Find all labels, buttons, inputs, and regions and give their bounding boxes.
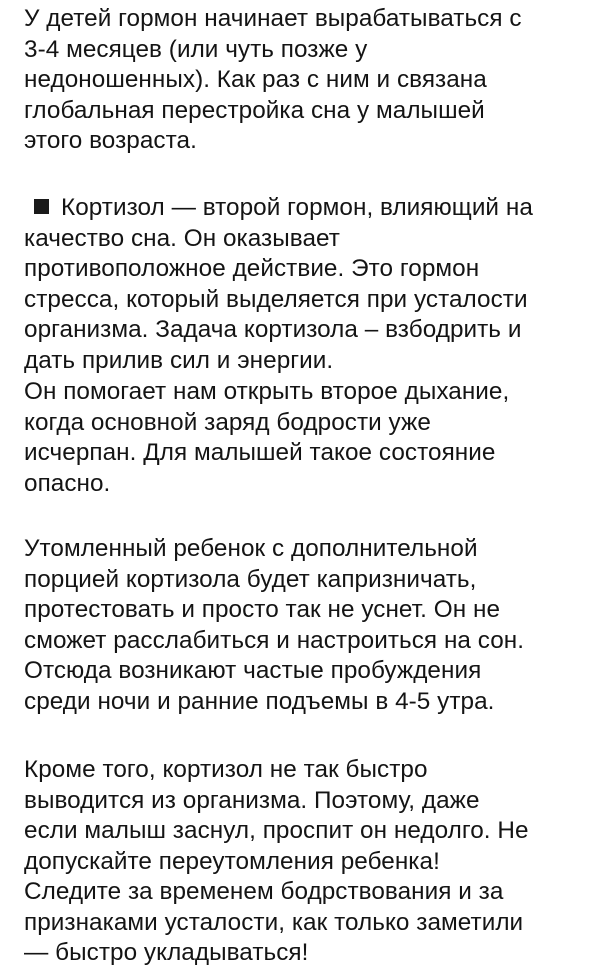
text-line: порцией кортизола будет капризничать, xyxy=(24,565,477,593)
text-line-with-bullet xyxy=(24,193,533,224)
text-line: противоположное действие. Это гормон xyxy=(24,255,480,282)
text-line: недоношенных). Как раз с ним и связана xyxy=(24,66,487,93)
black-square-bullet-icon xyxy=(34,199,49,214)
text-line: среди ночи и ранние подъемы в 4-5 утра. xyxy=(24,687,495,715)
text-line: Отсюда возникают частые пробуждения xyxy=(24,657,482,684)
text-line: Кроме того, кортизол не так быстро xyxy=(24,756,428,783)
text-line: — быстро укладываться! xyxy=(24,939,309,966)
text-line: этого возраста. xyxy=(24,127,197,154)
paragraph-advice xyxy=(24,755,529,969)
text-line: сможет расслабиться и настроиться на сон. xyxy=(24,626,525,654)
text-line: дать прилив сил и энергии. xyxy=(24,346,334,374)
text-line: Следите за временем бодрствования и за xyxy=(24,878,504,905)
text-line: стресса, который выделяется при усталости xyxy=(24,285,528,313)
text-line: признаками усталости, как только заметили xyxy=(24,908,524,936)
text-line: когда основной заряд бодрости уже xyxy=(24,408,431,436)
text-line: организма. Задача кортизола – взбодрить и xyxy=(24,316,522,343)
text-line: 3-4 месяцев (или чуть позже у xyxy=(24,35,368,63)
paragraph-hormone-intro xyxy=(24,4,522,157)
text-line: качество сна. Он оказывает xyxy=(24,224,340,252)
text-line: Он помогает нам открыть второе дыхание, xyxy=(24,378,510,405)
text-line: исчерпан. Для малышей такое состояние xyxy=(24,439,496,466)
text-line: выводится из организма. Поэтому, даже xyxy=(24,786,480,814)
paragraph-cortisol xyxy=(24,193,533,376)
text-line: Кортизол — второй гормон, влияющий на xyxy=(61,194,533,221)
text-line: глобальная перестройка сна у малышей xyxy=(24,96,485,124)
text-line: Утомленный ребенок с дополнительной xyxy=(24,535,478,562)
text-line: если малыш заснул, проспит он недолго. Не xyxy=(24,817,529,844)
text-line: опасно. xyxy=(24,469,111,497)
paragraph-second-wind xyxy=(24,377,509,499)
paragraph-tired-child xyxy=(24,534,524,717)
text-line: допускайте переутомления ребенка! xyxy=(24,847,440,875)
text-line: У детей гормон начинает вырабатываться с xyxy=(24,5,522,32)
text-line: протестовать и просто так не уснет. Он не xyxy=(24,596,501,623)
